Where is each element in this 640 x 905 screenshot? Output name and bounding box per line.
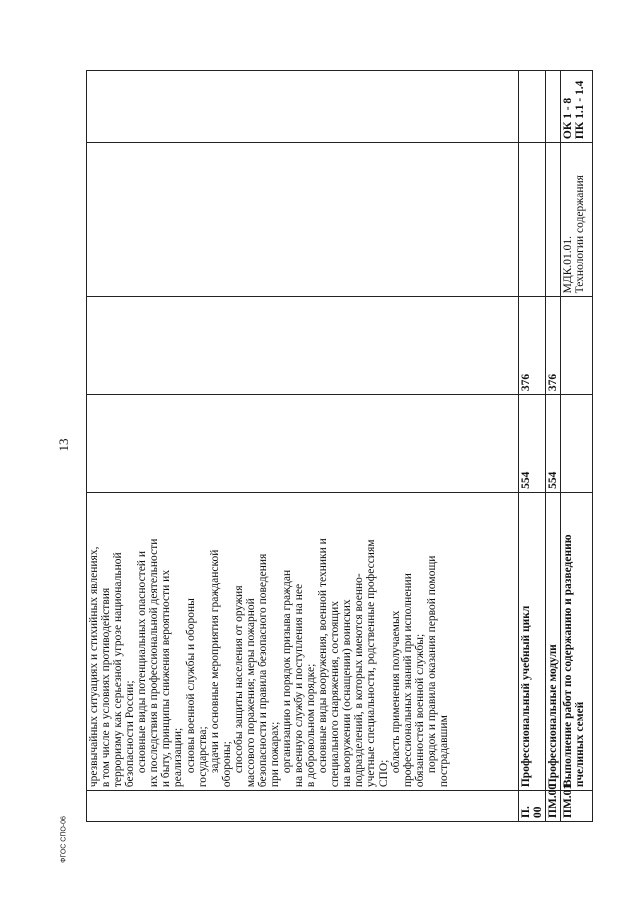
row-hours-class: 376 xyxy=(519,297,546,395)
content-line: способы защиты населения от оружия xyxy=(232,585,245,774)
content-line: государства; xyxy=(196,726,209,788)
content-line: их последствия в профессиональной деятельности xyxy=(148,538,161,788)
content-line: профессиональных знаний при исполнении xyxy=(401,573,414,788)
competencies-ok: ОК 1 - 8 xyxy=(562,97,575,140)
row-hours-max-empty xyxy=(561,395,593,493)
code-cell-empty xyxy=(87,791,519,822)
mdk-code: МДК.01.01. xyxy=(562,236,575,294)
content-line: СПО; xyxy=(377,759,390,788)
content-line: безопасности России; xyxy=(124,680,137,788)
content-line: безопасности и правила безопасного поведения xyxy=(256,553,269,788)
content-line: чрезвычайных ситуациях и стихийных явлениях, xyxy=(88,546,100,788)
row-mdk-empty xyxy=(519,143,546,297)
content-line: основные виды потенциальных опасностей и xyxy=(136,551,149,774)
footer-code: ФГОС СПО-06 xyxy=(60,816,68,863)
content-line: порядок и правила оказания первой помощи xyxy=(425,555,438,774)
row-hours-class: 376 xyxy=(546,297,561,395)
row-name: Выполнение работ по содержанию и разведению пчелиных семей xyxy=(561,492,593,790)
content-line: в том числе в условиях противодействия xyxy=(100,587,113,788)
row-comp-empty xyxy=(519,71,546,143)
content-line: задачи и основные мероприятия гражданской xyxy=(208,549,221,774)
row-hours-max: 554 xyxy=(546,395,561,493)
row-code: П. 00 xyxy=(519,791,546,822)
table-row-pm01 xyxy=(561,71,593,822)
row-hours-max: 554 xyxy=(519,395,546,493)
content-line: основные виды вооружения, военной техники и xyxy=(317,538,330,774)
row-name: Профессиональный учебный цикл xyxy=(519,492,546,790)
row-comp-empty xyxy=(546,71,561,143)
content-line: массового поражения; меры пожарной xyxy=(244,598,257,788)
row-mdk xyxy=(561,143,593,297)
content-cell xyxy=(87,492,519,790)
content-line: подразделений, в которых имеются военно- xyxy=(353,573,366,788)
content-line: учетные специальности, родственные профессиям xyxy=(365,539,378,788)
row-code: ПМ.01 xyxy=(561,791,593,822)
table-row-content xyxy=(87,71,519,822)
row-mdk-empty xyxy=(546,143,561,297)
content-line: на вооружении (оснащении) воинских xyxy=(341,599,354,788)
mdk-cell-empty xyxy=(87,143,519,297)
table-row-p00 xyxy=(519,71,546,822)
content-line: организацию и порядок призыва граждан xyxy=(281,569,293,774)
content-line: область применения получаемых xyxy=(389,610,402,774)
table-row-pm00 xyxy=(546,71,561,822)
curriculum-table-sheet xyxy=(86,70,587,822)
content-line: обязанностей военной службы; xyxy=(413,633,426,788)
curriculum-table xyxy=(86,70,593,822)
page-number: 13 xyxy=(56,438,71,452)
content-line: реализации; xyxy=(172,727,185,788)
row-name: Профессиональные модули xyxy=(546,492,561,790)
content-line: основы военной службы и обороны xyxy=(184,598,197,774)
content-line: на военную службу и поступления на нее xyxy=(293,583,306,788)
content-line: пострадавшим xyxy=(437,715,450,788)
content-line: и быту, принципы снижения вероятности их xyxy=(160,569,173,788)
hours-max-cell-empty xyxy=(87,395,519,493)
content-line: терроризму как серьезной угрозе национальной xyxy=(112,552,125,788)
mdk-name: Технологии содержания xyxy=(574,175,587,294)
row-competencies xyxy=(561,71,593,143)
content-line: специального снаряжения, состоящих xyxy=(329,600,342,788)
row-code: ПМ.00 xyxy=(546,791,561,822)
row-hours-class-empty xyxy=(561,297,593,395)
content-line: обороны; xyxy=(220,741,233,788)
content-line: в добровольном порядке; xyxy=(305,663,318,788)
competencies-pk: ПК 1.1 - 1.4 xyxy=(574,80,587,140)
competency-cell-empty xyxy=(87,71,519,143)
hours-class-cell-empty xyxy=(87,297,519,395)
content-line: при пожарах; xyxy=(268,721,281,788)
